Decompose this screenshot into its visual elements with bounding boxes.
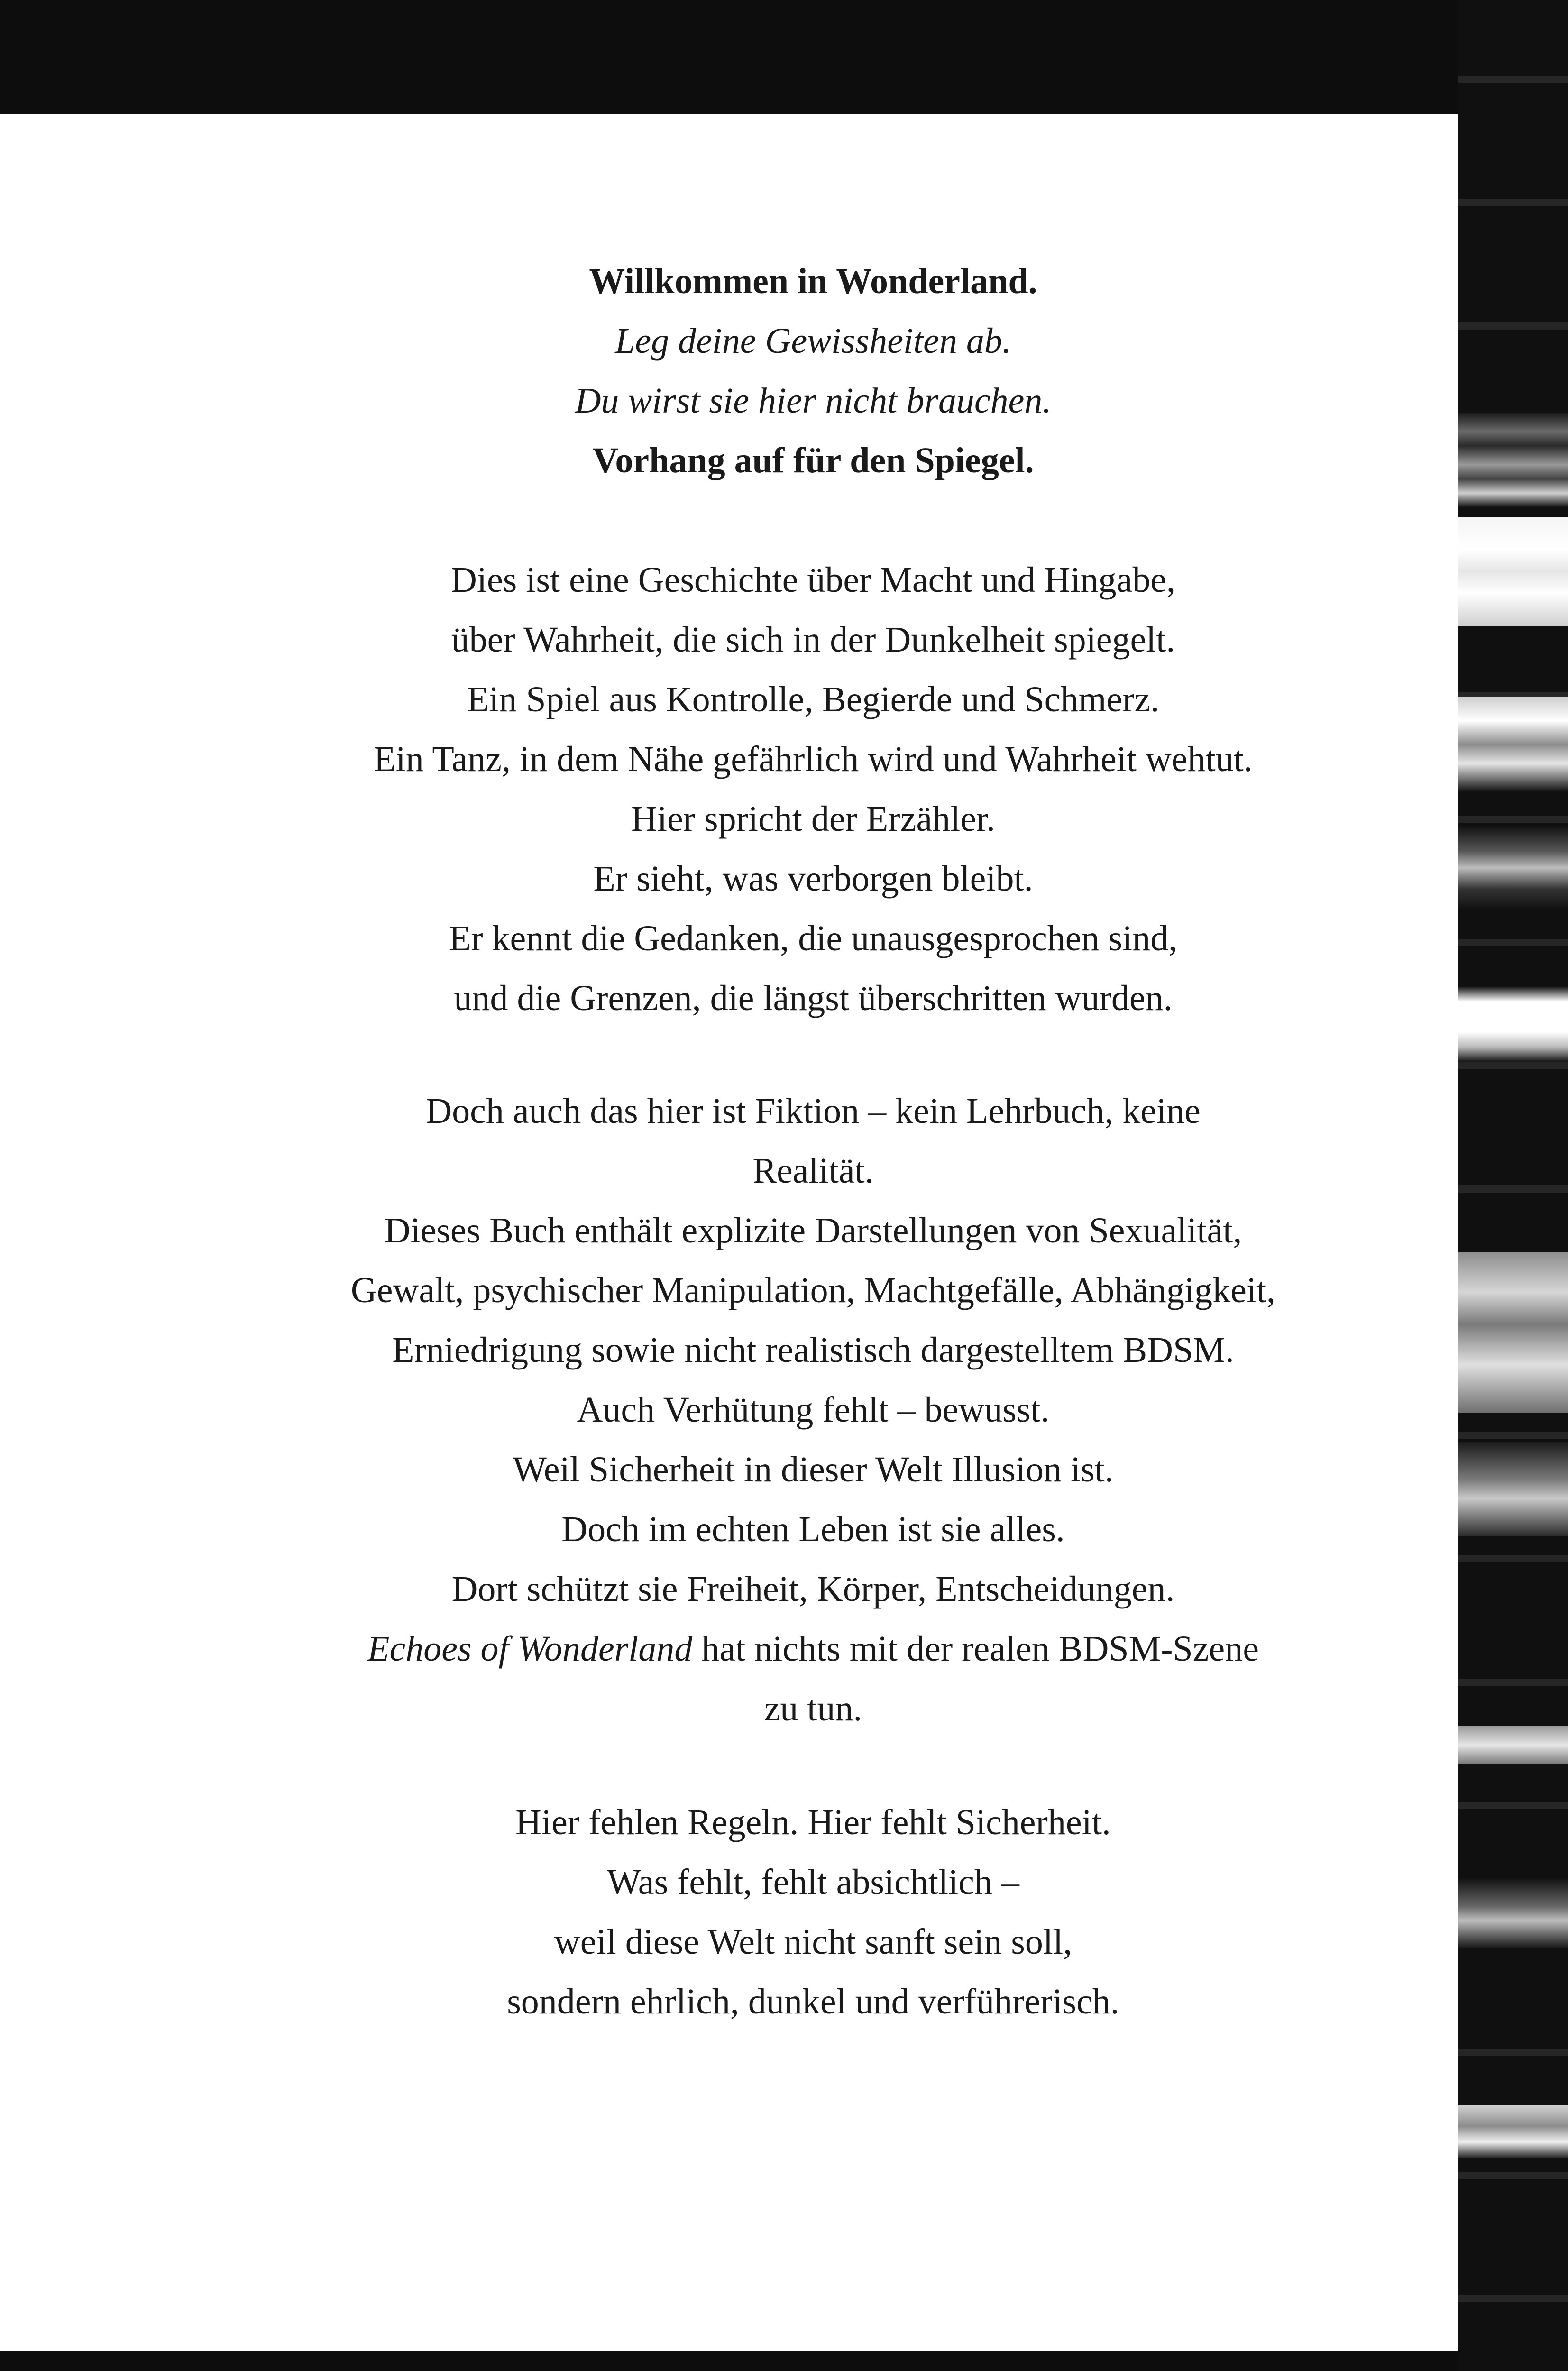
glitch-band bbox=[1458, 517, 1568, 626]
glitch-side-strip bbox=[1458, 0, 1568, 2371]
paragraph-3 bbox=[280, 1792, 1347, 2031]
text-line: Weil Sicherheit in dieser Welt Illusion ist. bbox=[513, 1450, 1114, 1489]
intro-line: Leg deine Gewissheiten ab. bbox=[615, 321, 1011, 361]
glitch-band bbox=[1458, 1442, 1568, 1536]
text-line: über Wahrheit, die sich in der Dunkelheit spiegelt. bbox=[451, 620, 1175, 660]
text-line: Auch Verhütung fehlt – bewusst. bbox=[577, 1390, 1050, 1430]
text-line: Hier spricht der Erzähler. bbox=[631, 799, 996, 839]
paragraph-2 bbox=[280, 1081, 1347, 1738]
text-line-with-title bbox=[280, 1619, 1347, 1679]
text-line: weil diese Welt nicht sanft sein soll, bbox=[554, 1922, 1073, 1962]
text-line: Dort schützt sie Freiheit, Körper, Entscheidungen. bbox=[451, 1569, 1175, 1609]
glitch-band bbox=[1458, 1252, 1568, 1413]
text-line: Hier fehlen Regeln. Hier fehlt Sicherheit. bbox=[515, 1802, 1111, 1842]
text-line: sondern ehrlich, dunkel und verführerisch. bbox=[507, 1982, 1119, 2022]
glitch-band bbox=[1458, 2105, 1568, 2158]
text-line: Dieses Buch enthält explizite Darstellungen von Sexualität, bbox=[384, 1211, 1242, 1250]
glitch-band bbox=[1458, 697, 1568, 792]
glitch-band bbox=[1458, 986, 1568, 1062]
text-line: Er kennt die Gedanken, die unausgesprochen sind, bbox=[449, 919, 1178, 958]
intro-title: Willkommen in Wonderland. bbox=[589, 261, 1037, 301]
text-fragment: hat nichts mit der realen BDSM-Szene bbox=[692, 1629, 1259, 1669]
text-line: Gewalt, psychischer Manipulation, Machtgefälle, Abhängigkeit, bbox=[350, 1270, 1276, 1310]
text-line: Er sieht, was verborgen bleibt. bbox=[593, 859, 1033, 899]
text-line: Erniedrigung sowie nicht realistisch dargestelltem BDSM. bbox=[392, 1330, 1234, 1370]
text-line: Was fehlt, fehlt absichtlich – bbox=[607, 1862, 1019, 1902]
glitch-band bbox=[1458, 1878, 1568, 1949]
intro-line: Du wirst sie hier nicht brauchen. bbox=[575, 381, 1052, 421]
glitch-band bbox=[1458, 413, 1568, 507]
text-line: Doch auch das hier ist Fiktion – kein Lehrbuch, keine bbox=[426, 1091, 1201, 1131]
glitch-band bbox=[1458, 1726, 1568, 1764]
text-line: Realität. bbox=[752, 1151, 874, 1191]
text-line: Ein Tanz, in dem Nähe gefährlich wird und Wahrheit wehtut. bbox=[374, 739, 1253, 779]
text-line: Doch im echten Leben ist sie alles. bbox=[561, 1509, 1065, 1549]
glitch-band bbox=[1458, 825, 1568, 910]
text-line: Dies ist eine Geschichte über Macht und Hingabe, bbox=[451, 560, 1175, 600]
text-line: Ein Spiel aus Kontrolle, Begierde und Schmerz. bbox=[467, 680, 1160, 719]
text-line: zu tun. bbox=[764, 1689, 862, 1728]
intro-closing: Vorhang auf für den Spiegel. bbox=[592, 441, 1034, 480]
paragraph-1 bbox=[280, 550, 1347, 1028]
text-line: und die Grenzen, die längst überschritten wurden. bbox=[454, 978, 1173, 1018]
book-title: Echoes of Wonderland bbox=[367, 1629, 693, 1669]
intro-block bbox=[280, 251, 1347, 490]
book-page bbox=[0, 114, 1458, 2351]
